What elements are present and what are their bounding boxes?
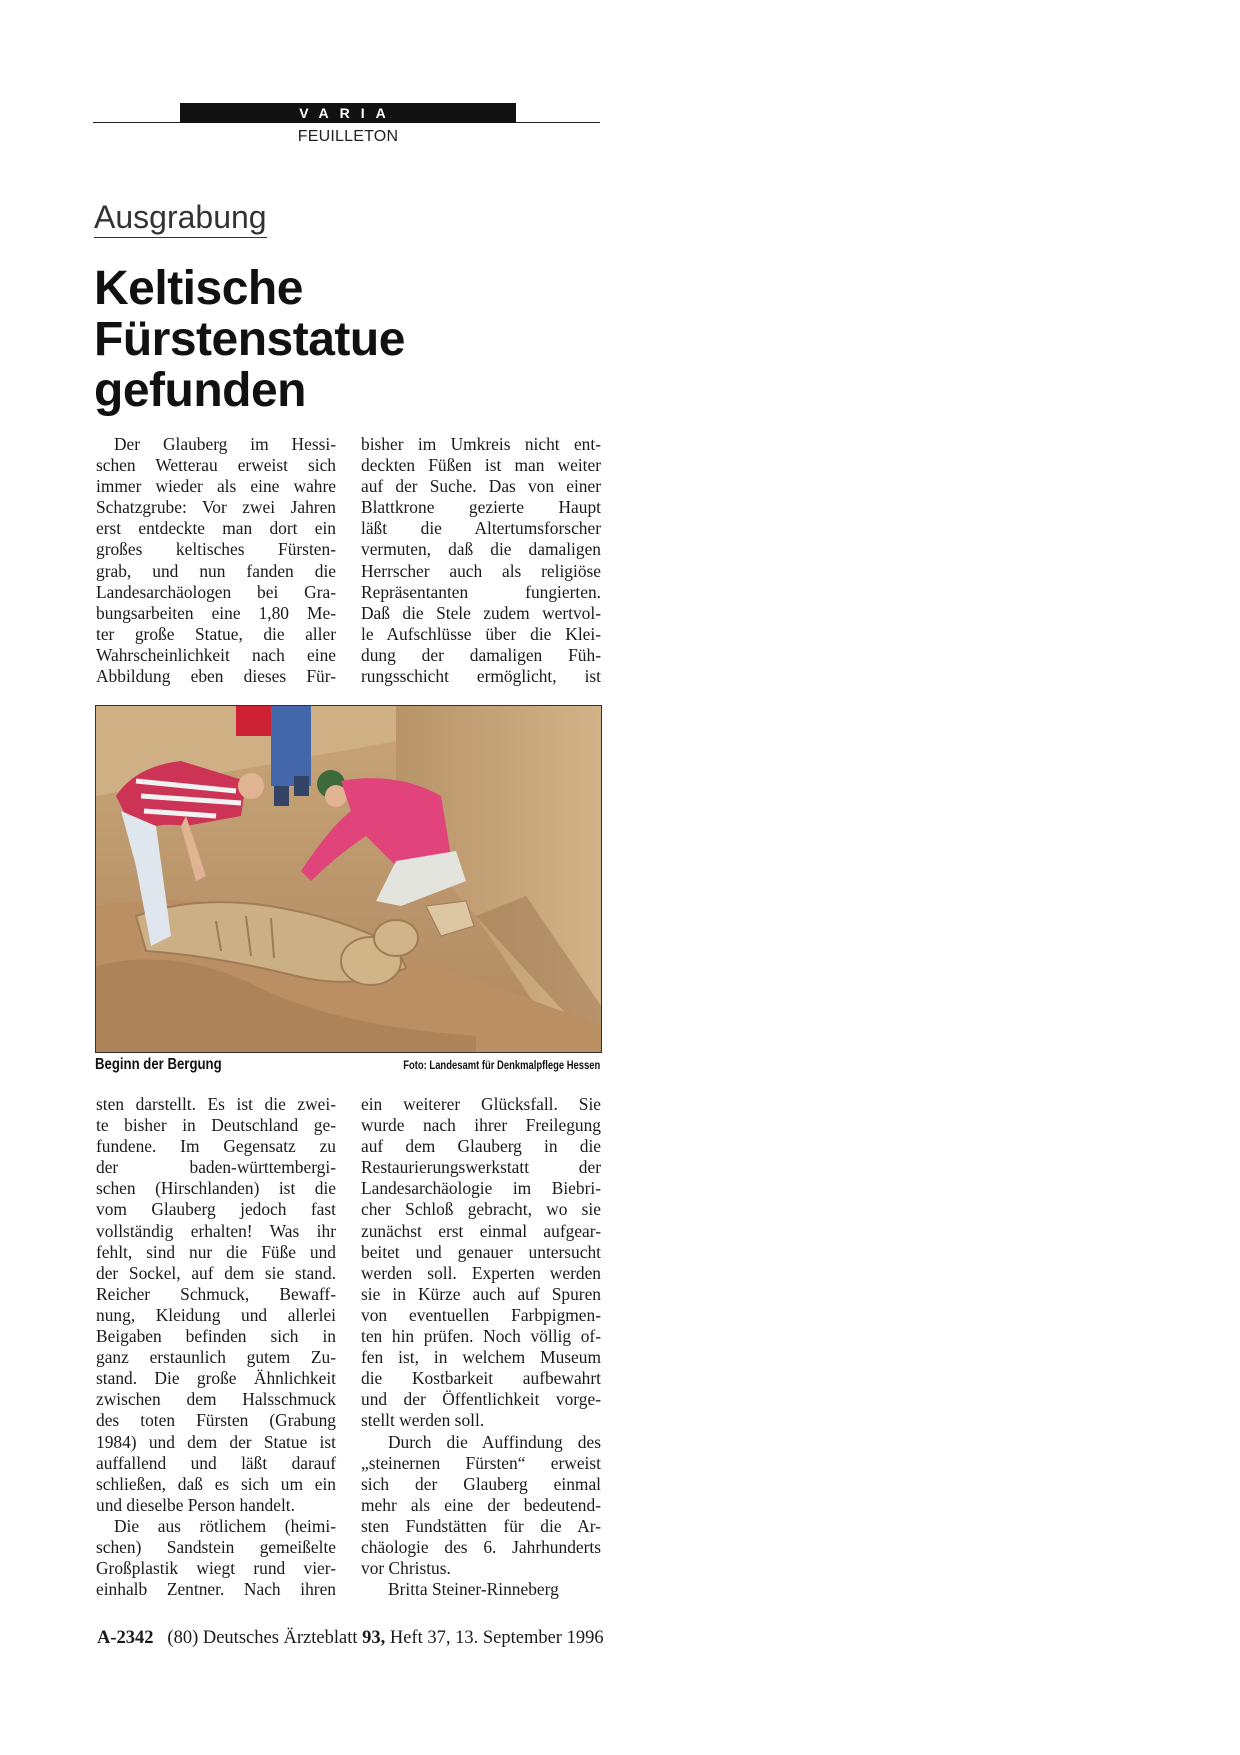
excavation-illustration — [96, 706, 601, 1052]
text-line: ein weiterer Glücksfall. Sie — [361, 1094, 601, 1114]
text-line: und dieselbe Person handelt. — [96, 1494, 295, 1515]
text-line: läßt die Altertumsforscher — [361, 518, 601, 539]
text-line: und der Öffentlichkeit vorge- — [361, 1389, 601, 1410]
text-line: schließen, daß es sich um ein — [96, 1473, 336, 1494]
excavation-photo — [95, 705, 602, 1053]
issue-date: Heft 37, 13. September 1996 — [389, 1628, 604, 1648]
text-line: schen (Hirschlanden) ist die — [96, 1178, 336, 1199]
text-line: rungsschicht ermöglicht, ist — [361, 666, 601, 687]
text-line: te bisher in Deutschland ge- — [96, 1115, 336, 1136]
text-line: wurde nach ihrer Freilegung — [361, 1115, 601, 1136]
text-line: des toten Fürsten (Grabung — [96, 1410, 336, 1431]
text-line: mehr als eine der bedeutend- — [361, 1494, 601, 1515]
text-line: Wahrscheinlichkeit nach eine — [96, 644, 336, 665]
section-label: VARIA — [180, 103, 516, 123]
text-line: deckten Füßen ist man weiter — [361, 455, 601, 476]
text-line: zwischen dem Halsschmuck — [96, 1389, 336, 1410]
volume: 93, — [362, 1628, 386, 1648]
text-line: großes keltisches Fürsten- — [96, 539, 336, 560]
text-line: Blattkrone gezierte Haupt — [361, 497, 601, 518]
text-line: erst entdeckte man dort ein — [96, 518, 336, 539]
photo-caption: Beginn der Bergung — [95, 1056, 222, 1073]
column-3 — [96, 1094, 336, 1600]
text-line: „steinernen Fürsten“ erweist — [361, 1452, 601, 1473]
column-1 — [96, 434, 336, 687]
text-line: beitet und genauer untersucht — [361, 1241, 601, 1262]
text-line: Restaurierungswerkstatt der — [361, 1157, 601, 1178]
text-line: stellt werden soll. — [361, 1410, 485, 1431]
text-line: sich der Glauberg einmal — [361, 1473, 601, 1494]
page-footer — [97, 1628, 604, 1649]
text-line: bungsarbeiten eine 1,80 Me- — [96, 602, 336, 623]
text-line: Herrscher auch als religiöse — [361, 560, 601, 581]
text-line: vollständig erhalten! Was ihr — [96, 1220, 336, 1241]
text-line: die Kostbarkeit aufbewahrt — [361, 1368, 601, 1389]
text-line: Beigaben befinden sich in — [96, 1326, 336, 1347]
page-code: A-2342 — [97, 1628, 154, 1648]
text-line: auf der Suche. Das von einer — [361, 476, 601, 497]
text-line: schen Wetterau erweist sich — [96, 455, 336, 476]
text-line: Der Glauberg im Hessi- — [114, 434, 336, 454]
text-line: der Sockel, auf dem sie stand. — [96, 1262, 336, 1283]
text-line: Landesarchäologie im Biebri- — [361, 1178, 601, 1199]
text-line: fundene. Im Gegensatz zu — [96, 1136, 336, 1157]
text-line: Landesarchäologen bei Gra- — [96, 581, 336, 602]
text-line: Reicher Schmuck, Bewaff- — [96, 1283, 336, 1304]
author: Britta Steiner-Rinneberg — [388, 1579, 559, 1600]
text-line: schen) Sandstein gemeißelte — [96, 1536, 336, 1557]
text-line: Die aus rötlichem (heimi- — [114, 1515, 336, 1536]
text-line: ten hin prüfen. Noch völlig of- — [361, 1326, 601, 1347]
text-line: ter große Statue, die aller — [96, 623, 336, 644]
text-line: vor Christus. — [361, 1558, 451, 1579]
column-2 — [361, 434, 601, 687]
text-line: auffallend und läßt darauf — [96, 1452, 336, 1473]
text-line: sten darstellt. Es ist die zwei- — [96, 1094, 336, 1114]
text-line: vom Glauberg jedoch fast — [96, 1199, 336, 1220]
text-line: von eventuellen Farbpigmen- — [361, 1304, 601, 1325]
headline-line: gefunden — [94, 364, 306, 417]
photo-credit: Foto: Landesamt für Denkmalpflege Hessen — [402, 1060, 600, 1072]
headline-line: Keltische — [94, 262, 303, 315]
text-line: vermuten, daß die damaligen — [361, 539, 601, 560]
text-line: bisher im Umkreis nicht ent- — [361, 434, 601, 454]
text-line: auf dem Glauberg in die — [361, 1136, 601, 1157]
text-line: stand. Die große Ähnlichkeit — [96, 1368, 336, 1389]
text-line: fehlt, sind nur die Füße und — [96, 1241, 336, 1262]
text-line: der baden-württembergi- — [96, 1157, 336, 1178]
subsection-label: FEUILLETON — [297, 128, 399, 145]
headline — [94, 263, 614, 416]
text-line: Durch die Auffindung des — [388, 1431, 601, 1452]
text-line: zunächst erst einmal aufgear- — [361, 1220, 601, 1241]
text-line: Abbildung eben dieses Für- — [96, 666, 336, 687]
text-line: einhalb Zentner. Nach ihren — [96, 1579, 336, 1600]
text-line: fen ist, in welchem Museum — [361, 1347, 601, 1368]
text-line: immer wieder als eine wahre — [96, 476, 336, 497]
text-line: werden soll. Experten werden — [361, 1262, 601, 1283]
column-4 — [361, 1094, 601, 1600]
text-line: chäologie des 6. Jahrhunderts — [361, 1536, 601, 1557]
page-number: (80) — [167, 1628, 199, 1648]
text-line: le Aufschlüsse über die Klei- — [361, 623, 601, 644]
text-line: Großplastik wiegt rund vier- — [96, 1558, 336, 1579]
text-line: Daß die Stele zudem wertvol- — [361, 602, 601, 623]
journal-name: Deutsches Ärzteblatt — [202, 1628, 358, 1648]
text-line: dung der damaligen Füh- — [361, 644, 601, 665]
text-line: 1984) und dem der Statue ist — [96, 1431, 336, 1452]
text-line: Repräsentanten fungierten. — [361, 581, 601, 602]
text-line: nung, Kleidung und allerlei — [96, 1304, 336, 1325]
kicker: Ausgrabung — [94, 198, 267, 238]
text-line: ganz erstaunlich gutem Zu- — [96, 1347, 336, 1368]
text-line: cher Schloß gebracht, wo sie — [361, 1199, 601, 1220]
text-line: Schatzgrube: Vor zwei Jahren — [96, 497, 336, 518]
text-line: sten Fundstätten für die Ar- — [361, 1515, 601, 1536]
headline-line: Fürstenstatue — [94, 313, 405, 366]
text-line: grab, und nun fanden die — [96, 560, 336, 581]
text-line: sie in Kürze auch auf Spuren — [361, 1283, 601, 1304]
